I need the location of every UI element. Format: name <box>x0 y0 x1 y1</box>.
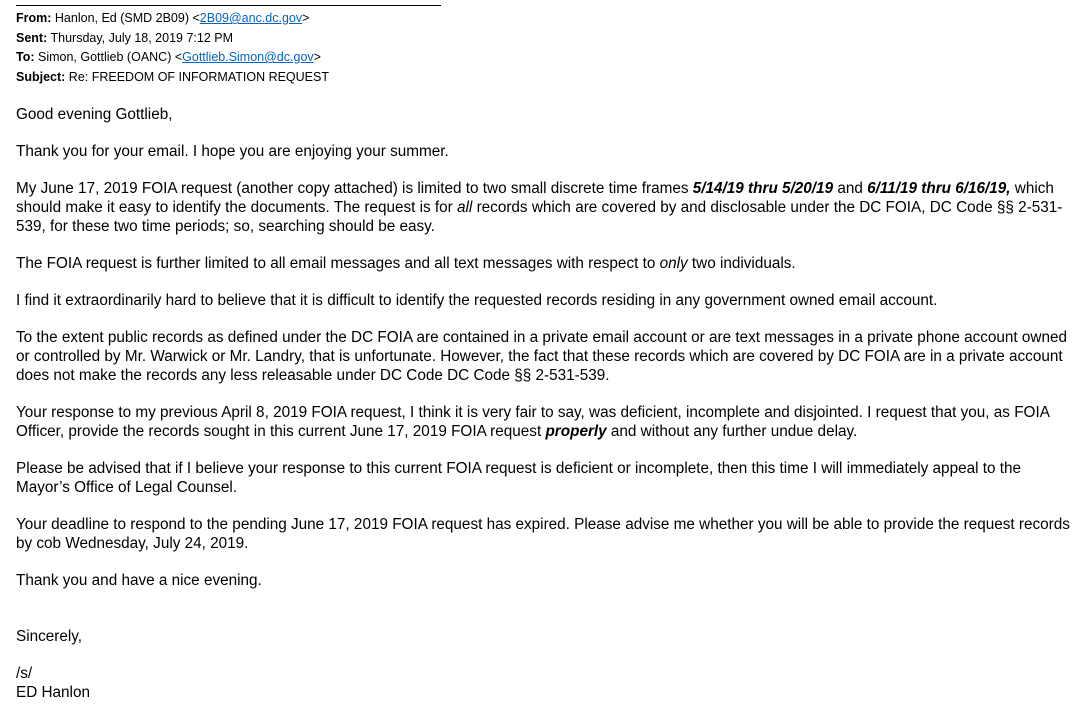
to-label: To: <box>16 50 35 64</box>
p3-text-a: The FOIA request is further limited to all email messages and all text messages with respect to <box>16 255 660 272</box>
paragraph-previous-response <box>16 403 1074 441</box>
p2-text-g: records which are covered by and disclosable under the DC FOIA, DC Code §§ 2-531-539, for these two time periods; so, searching should be easy. <box>16 199 1063 235</box>
paragraph-private-accounts: To the extent public records as defined under the DC FOIA are contained in a private email account or are text messages in a private phone account owned or controlled by Mr. Warwick or Mr. Landry, that is unfortunate. However, the fact that these records which are covered by DC FOIA are in a private account does not make the records any less releasable under DC Code DC Code §§ 2-531-539. <box>16 329 1067 384</box>
signature-mark: /s/ <box>16 665 33 682</box>
p2-text-c: and <box>833 180 868 197</box>
to-close: > <box>313 50 321 64</box>
p2-date-range-2: 6/11/19 thru 6/16/19, <box>867 180 1011 197</box>
paragraph-request-scope <box>16 179 1074 236</box>
p3-text-c: two individuals. <box>687 255 796 272</box>
paragraph-appeal: Please be advised that if I believe your response to this current FOIA request is deficient or incomplete, then this time I will immediately appeal to the Mayor’s Office of Legal Counsel. <box>16 460 1022 496</box>
spacer <box>16 608 1074 627</box>
p6-emphasis-properly: properly <box>545 423 607 440</box>
subject-line <box>16 68 329 88</box>
p6-text-c: and without any further undue delay. <box>606 423 858 440</box>
from-email-link[interactable]: 2B09@anc.dc.gov <box>199 11 303 25</box>
from-line <box>16 9 329 29</box>
paragraph-deadline: Your deadline to respond to the pending June 17, 2019 FOIA request has expired. Please advise me whether you will be able to provide the request records by cob Wednesday, July 24, 2019. <box>16 516 1070 552</box>
sent-line <box>16 29 329 49</box>
paragraph-belief: I find it extraordinarily hard to believe that it is difficult to identify the requested records residing in any government owned email account. <box>16 292 938 309</box>
p2-text-a: My June 17, 2019 FOIA request (another copy attached) is limited to two small discrete time frames <box>16 180 693 197</box>
from-name: Hanlon, Ed (SMD 2B09) < <box>54 11 200 25</box>
subject-value: Re: FREEDOM OF INFORMATION REQUEST <box>68 69 329 84</box>
p2-text-e: which should make it easy to identify the documents. The request is for <box>16 180 1054 216</box>
signature-name: ED Hanlon <box>16 684 90 701</box>
signature-block <box>16 664 1074 702</box>
paragraph-thanks: Thank you for your email. I hope you are enjoying your summer. <box>16 143 449 160</box>
sent-value: Thursday, July 18, 2019 7:12 PM <box>50 30 234 45</box>
from-label: From: <box>16 11 52 25</box>
to-email-link[interactable]: Gottlieb.Simon@dc.gov <box>182 50 314 64</box>
subject-label: Subject: <box>16 69 66 84</box>
p3-emphasis-only: only <box>659 255 688 272</box>
p6-text-a: Your response to my previous April 8, 2019 FOIA request, I think it is very fair to say, was deficient, incomplete and disjointed. I request that you, as FOIA Officer, provide the records sought in this current June 17, 2019 FOIA request <box>16 404 1050 440</box>
p2-emphasis-all: all <box>457 199 473 216</box>
greeting: Good evening Gottlieb, <box>16 106 173 123</box>
email-header <box>16 9 329 87</box>
p2-date-range-1: 5/14/19 thru 5/20/19 <box>692 180 834 197</box>
paragraph-closing-thanks: Thank you and have a nice evening. <box>16 572 262 589</box>
closing: Sincerely, <box>16 628 83 645</box>
header-divider <box>16 5 441 6</box>
sent-label: Sent: <box>16 30 48 45</box>
to-line <box>16 48 329 68</box>
from-close: > <box>302 11 310 25</box>
email-body <box>16 105 1074 702</box>
to-name: Simon, Gottlieb (OANC) < <box>38 50 183 64</box>
paragraph-limited <box>16 254 1074 273</box>
